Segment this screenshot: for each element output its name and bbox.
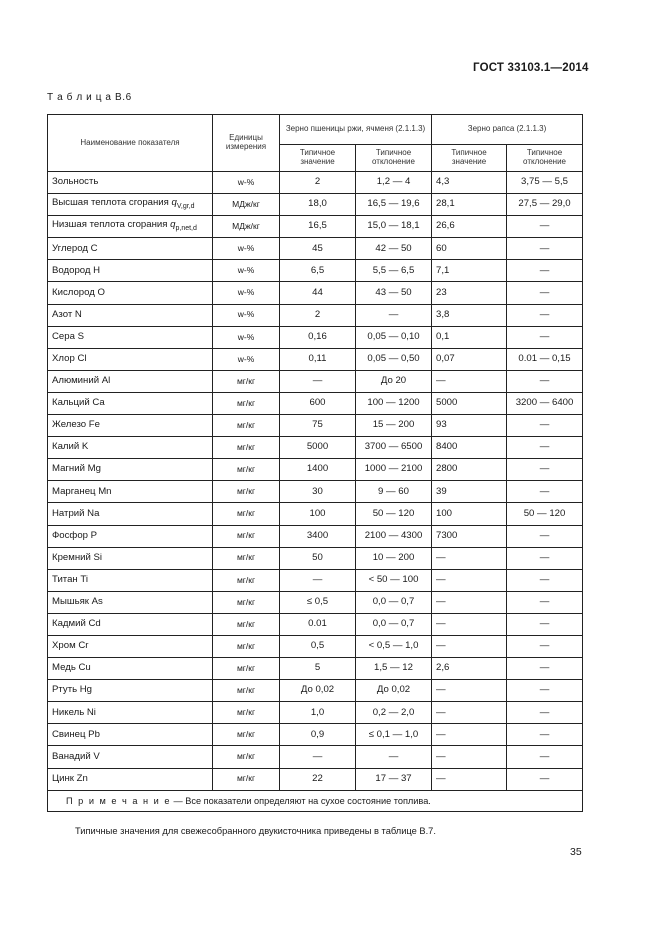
grain-deviation: 0,05 — 0,50 bbox=[356, 348, 432, 370]
table-row bbox=[48, 348, 583, 370]
rapeseed-typical: — bbox=[432, 591, 507, 613]
unit: мг/кг bbox=[213, 569, 280, 591]
grain-typical: 5000 bbox=[280, 437, 356, 459]
grain-typical: 0,9 bbox=[280, 724, 356, 746]
param-name bbox=[48, 569, 213, 591]
rapeseed-deviation: — bbox=[507, 326, 583, 348]
param-name bbox=[48, 680, 213, 702]
table-row bbox=[48, 768, 583, 790]
grain-deviation: 9 — 60 bbox=[356, 481, 432, 503]
grain-deviation: До 0,02 bbox=[356, 680, 432, 702]
param-name bbox=[48, 547, 213, 569]
param-name bbox=[48, 260, 213, 282]
table-caption: Т а б л и ц а В.6 bbox=[47, 92, 132, 103]
standard-number: ГОСТ 33103.1—2014 bbox=[473, 62, 589, 74]
grain-typical: 50 bbox=[280, 547, 356, 569]
grain-deviation: 100 — 1200 bbox=[356, 392, 432, 414]
rapeseed-deviation: 0.01 — 0,15 bbox=[507, 348, 583, 370]
grain-typical: 0.01 bbox=[280, 613, 356, 635]
rapeseed-typical: 23 bbox=[432, 282, 507, 304]
table-row bbox=[48, 304, 583, 326]
unit: мг/кг bbox=[213, 547, 280, 569]
param-name bbox=[48, 635, 213, 657]
rapeseed-deviation: — bbox=[507, 415, 583, 437]
grain-typical: 3400 bbox=[280, 525, 356, 547]
grain-deviation: — bbox=[356, 304, 432, 326]
param-symbol-subscript: p,net,d bbox=[175, 225, 197, 233]
rapeseed-typical: 3,8 bbox=[432, 304, 507, 326]
param-name bbox=[48, 724, 213, 746]
rapeseed-typical: 93 bbox=[432, 415, 507, 437]
rapeseed-typical: — bbox=[432, 680, 507, 702]
param-name bbox=[48, 525, 213, 547]
rapeseed-deviation: — bbox=[507, 547, 583, 569]
rapeseed-typical: — bbox=[432, 768, 507, 790]
note-label: П р и м е ч а н и е bbox=[66, 795, 171, 806]
unit: МДж/кг bbox=[213, 194, 280, 216]
table-row bbox=[48, 481, 583, 503]
table-row bbox=[48, 525, 583, 547]
grain-typical: 30 bbox=[280, 481, 356, 503]
grain-typical: 5 bbox=[280, 658, 356, 680]
unit: мг/кг bbox=[213, 437, 280, 459]
table-row bbox=[48, 415, 583, 437]
param-name-text: Кальций Ca bbox=[52, 397, 105, 409]
grain-typical: — bbox=[280, 370, 356, 392]
param-name bbox=[48, 282, 213, 304]
table-row bbox=[48, 260, 583, 282]
rapeseed-deviation: — bbox=[507, 216, 583, 238]
table-row bbox=[48, 613, 583, 635]
grain-deviation: — bbox=[356, 746, 432, 768]
rapeseed-deviation: — bbox=[507, 591, 583, 613]
grain-typical: 22 bbox=[280, 768, 356, 790]
param-name bbox=[48, 415, 213, 437]
grain-typical: 2 bbox=[280, 304, 356, 326]
table-row bbox=[48, 591, 583, 613]
param-name bbox=[48, 304, 213, 326]
grain-typical: 1,0 bbox=[280, 702, 356, 724]
grain-typical: 45 bbox=[280, 238, 356, 260]
param-name-text: Магний Mg bbox=[52, 463, 101, 475]
grain-typical: 18,0 bbox=[280, 194, 356, 216]
rapeseed-deviation: — bbox=[507, 746, 583, 768]
unit: мг/кг bbox=[213, 503, 280, 525]
rapeseed-deviation: — bbox=[507, 724, 583, 746]
param-name-text: Железо Fe bbox=[52, 419, 100, 431]
table-row bbox=[48, 547, 583, 569]
rapeseed-typical: 7300 bbox=[432, 525, 507, 547]
param-name bbox=[48, 503, 213, 525]
unit: мг/кг bbox=[213, 525, 280, 547]
header-typical: Типичное значение bbox=[432, 145, 507, 172]
param-symbol: q bbox=[170, 219, 176, 231]
rapeseed-deviation: 50 — 120 bbox=[507, 503, 583, 525]
header-group-grain: Зерно пшеницы ржи, ячменя (2.1.1.3) bbox=[280, 115, 432, 145]
grain-deviation: 42 — 50 bbox=[356, 238, 432, 260]
param-name bbox=[48, 658, 213, 680]
table-row bbox=[48, 282, 583, 304]
param-name bbox=[48, 481, 213, 503]
param-name-text: Натрий Na bbox=[52, 507, 100, 519]
unit: мг/кг bbox=[213, 591, 280, 613]
rapeseed-deviation: — bbox=[507, 569, 583, 591]
table-body bbox=[48, 172, 583, 791]
rapeseed-typical: 8400 bbox=[432, 437, 507, 459]
rapeseed-deviation: — bbox=[507, 658, 583, 680]
param-name-text: Хром Cr bbox=[52, 640, 89, 652]
grain-deviation: 5,5 — 6,5 bbox=[356, 260, 432, 282]
param-symbol-subscript: V,gr,d bbox=[176, 203, 195, 211]
rapeseed-deviation: — bbox=[507, 459, 583, 481]
unit: мг/кг bbox=[213, 415, 280, 437]
unit: w-% bbox=[213, 238, 280, 260]
rapeseed-deviation: — bbox=[507, 260, 583, 282]
param-name bbox=[48, 437, 213, 459]
unit: мг/кг bbox=[213, 658, 280, 680]
rapeseed-deviation: 3200 — 6400 bbox=[507, 392, 583, 414]
grain-deviation: 15 — 200 bbox=[356, 415, 432, 437]
grain-deviation: 15,0 — 18,1 bbox=[356, 216, 432, 238]
param-name bbox=[48, 702, 213, 724]
unit: w-% bbox=[213, 326, 280, 348]
rapeseed-deviation: — bbox=[507, 437, 583, 459]
rapeseed-deviation: — bbox=[507, 613, 583, 635]
grain-typical: 16,5 bbox=[280, 216, 356, 238]
unit: мг/кг bbox=[213, 459, 280, 481]
param-name bbox=[48, 238, 213, 260]
rapeseed-deviation: — bbox=[507, 282, 583, 304]
param-name-text: Мышьяк As bbox=[52, 596, 103, 608]
grain-typical: 100 bbox=[280, 503, 356, 525]
grain-typical: До 0,02 bbox=[280, 680, 356, 702]
rapeseed-deviation: — bbox=[507, 481, 583, 503]
rapeseed-deviation: 3,75 — 5,5 bbox=[507, 172, 583, 194]
grain-typical: — bbox=[280, 746, 356, 768]
param-name-text: Медь Cu bbox=[52, 662, 91, 674]
unit: мг/кг bbox=[213, 724, 280, 746]
param-name-text: Азот N bbox=[52, 308, 82, 320]
grain-deviation: 1000 — 2100 bbox=[356, 459, 432, 481]
unit: w-% bbox=[213, 304, 280, 326]
unit: мг/кг bbox=[213, 613, 280, 635]
grain-deviation: 2100 — 4300 bbox=[356, 525, 432, 547]
table-row bbox=[48, 746, 583, 768]
param-name-text: Свинец Pb bbox=[52, 728, 100, 740]
param-name-text: Сера S bbox=[52, 330, 84, 342]
rapeseed-typical: 2,6 bbox=[432, 658, 507, 680]
unit: w-% bbox=[213, 172, 280, 194]
header-deviation: Типичное отклонение bbox=[507, 145, 583, 172]
param-name-text: Марганец Mn bbox=[52, 485, 112, 497]
grain-typical: 0,5 bbox=[280, 635, 356, 657]
grain-typical: 44 bbox=[280, 282, 356, 304]
param-name-text: Кислород O bbox=[52, 286, 105, 298]
grain-deviation: ≤ 0,1 — 1,0 bbox=[356, 724, 432, 746]
rapeseed-typical: 0,07 bbox=[432, 348, 507, 370]
unit: мг/кг bbox=[213, 768, 280, 790]
rapeseed-deviation: — bbox=[507, 304, 583, 326]
param-name-text: Фосфор P bbox=[52, 529, 98, 541]
grain-deviation: 0,0 — 0,7 bbox=[356, 613, 432, 635]
grain-typical: ≤ 0,5 bbox=[280, 591, 356, 613]
param-name-text: Хлор Cl bbox=[52, 353, 87, 365]
param-name-text: Высшая теплота сгорания bbox=[52, 197, 169, 209]
grain-deviation: 17 — 37 bbox=[356, 768, 432, 790]
rapeseed-typical: — bbox=[432, 635, 507, 657]
unit: мг/кг bbox=[213, 635, 280, 657]
param-name bbox=[48, 392, 213, 414]
grain-typical: 0,11 bbox=[280, 348, 356, 370]
table-row bbox=[48, 326, 583, 348]
param-name bbox=[48, 459, 213, 481]
table-row bbox=[48, 370, 583, 392]
param-name bbox=[48, 348, 213, 370]
param-name-text: Алюминий Al bbox=[52, 375, 111, 387]
rapeseed-typical: — bbox=[432, 746, 507, 768]
table-row bbox=[48, 680, 583, 702]
rapeseed-deviation: — bbox=[507, 702, 583, 724]
param-name-text: Калий K bbox=[52, 441, 89, 453]
rapeseed-deviation: 27,5 — 29,0 bbox=[507, 194, 583, 216]
param-name bbox=[48, 613, 213, 635]
param-name bbox=[48, 216, 213, 238]
unit: мг/кг bbox=[213, 481, 280, 503]
param-name-text: Ванадий V bbox=[52, 750, 100, 762]
rapeseed-typical: 39 bbox=[432, 481, 507, 503]
grain-typical: — bbox=[280, 569, 356, 591]
unit: мг/кг bbox=[213, 702, 280, 724]
page-number: 35 bbox=[570, 846, 582, 858]
param-name-text: Водород H bbox=[52, 264, 101, 276]
unit: мг/кг bbox=[213, 370, 280, 392]
unit: w-% bbox=[213, 282, 280, 304]
grain-typical: 75 bbox=[280, 415, 356, 437]
after-table-text: Типичные значения для свежесобранного двукисточника приведены в таблице В.7. bbox=[75, 826, 436, 836]
rapeseed-typical: 5000 bbox=[432, 392, 507, 414]
rapeseed-typical: — bbox=[432, 724, 507, 746]
table-row bbox=[48, 569, 583, 591]
grain-deviation: 1,5 — 12 bbox=[356, 658, 432, 680]
rapeseed-typical: 7,1 bbox=[432, 260, 507, 282]
rapeseed-typical: — bbox=[432, 547, 507, 569]
header-deviation: Типичное отклонение bbox=[356, 145, 432, 172]
grain-typical: 1400 bbox=[280, 459, 356, 481]
rapeseed-typical: — bbox=[432, 370, 507, 392]
grain-deviation: < 0,5 — 1,0 bbox=[356, 635, 432, 657]
param-name-text: Титан Ti bbox=[52, 573, 89, 585]
grain-deviation: 43 — 50 bbox=[356, 282, 432, 304]
unit: мг/кг bbox=[213, 392, 280, 414]
param-name-text: Никель Ni bbox=[52, 706, 96, 718]
rapeseed-typical: 26,6 bbox=[432, 216, 507, 238]
table-row bbox=[48, 194, 583, 216]
param-name-text: Кремний Si bbox=[52, 551, 103, 563]
param-name-text: Ртуть Hg bbox=[52, 684, 93, 696]
rapeseed-typical: 0,1 bbox=[432, 326, 507, 348]
param-name bbox=[48, 746, 213, 768]
param-name-text: Цинк Zn bbox=[52, 772, 88, 784]
header-parameter: Наименование показателя bbox=[48, 115, 213, 172]
table-row bbox=[48, 724, 583, 746]
rapeseed-typical: 4,3 bbox=[432, 172, 507, 194]
note-text: — Все показатели определяют на сухое состояние топлива. bbox=[173, 795, 431, 806]
grain-typical: 2 bbox=[280, 172, 356, 194]
param-name-text: Кадмий Cd bbox=[52, 618, 101, 630]
rapeseed-typical: — bbox=[432, 613, 507, 635]
rapeseed-deviation: — bbox=[507, 680, 583, 702]
param-name bbox=[48, 172, 213, 194]
table-row bbox=[48, 437, 583, 459]
param-name-text: Зольность bbox=[52, 176, 99, 188]
param-name bbox=[48, 768, 213, 790]
header-typical: Типичное значение bbox=[280, 145, 356, 172]
table-row bbox=[48, 216, 583, 238]
table-row bbox=[48, 392, 583, 414]
table-row bbox=[48, 658, 583, 680]
grain-deviation: 10 — 200 bbox=[356, 547, 432, 569]
grain-deviation: 16,5 — 19,6 bbox=[356, 194, 432, 216]
rapeseed-typical: 2800 bbox=[432, 459, 507, 481]
rapeseed-deviation: — bbox=[507, 238, 583, 260]
header-group-rapeseed: Зерно рапса (2.1.1.3) bbox=[432, 115, 583, 145]
rapeseed-deviation: — bbox=[507, 370, 583, 392]
rapeseed-typical: — bbox=[432, 702, 507, 724]
grain-deviation: < 50 — 100 bbox=[356, 569, 432, 591]
grain-deviation: 0,05 — 0,10 bbox=[356, 326, 432, 348]
grain-deviation: 0,0 — 0,7 bbox=[356, 591, 432, 613]
table-note bbox=[48, 790, 583, 811]
grain-deviation: 1,2 — 4 bbox=[356, 172, 432, 194]
unit: мг/кг bbox=[213, 680, 280, 702]
table-row bbox=[48, 702, 583, 724]
grain-typical: 0,16 bbox=[280, 326, 356, 348]
param-name bbox=[48, 591, 213, 613]
table-row bbox=[48, 172, 583, 194]
rapeseed-deviation: — bbox=[507, 635, 583, 657]
param-name bbox=[48, 326, 213, 348]
grain-deviation: 3700 — 6500 bbox=[356, 437, 432, 459]
table-row bbox=[48, 459, 583, 481]
unit: мг/кг bbox=[213, 746, 280, 768]
table-row bbox=[48, 503, 583, 525]
properties-table bbox=[47, 114, 583, 812]
rapeseed-typical: 100 bbox=[432, 503, 507, 525]
header-unit: Единицы измерения bbox=[213, 115, 280, 172]
grain-typical: 6,5 bbox=[280, 260, 356, 282]
grain-deviation: 0,2 — 2,0 bbox=[356, 702, 432, 724]
rapeseed-typical: 28,1 bbox=[432, 194, 507, 216]
unit: МДж/кг bbox=[213, 216, 280, 238]
param-symbol: q bbox=[171, 197, 177, 209]
rapeseed-deviation: — bbox=[507, 525, 583, 547]
table-row bbox=[48, 635, 583, 657]
param-name bbox=[48, 194, 213, 216]
grain-typical: 600 bbox=[280, 392, 356, 414]
rapeseed-typical: — bbox=[432, 569, 507, 591]
param-name bbox=[48, 370, 213, 392]
grain-deviation: До 20 bbox=[356, 370, 432, 392]
param-name-text: Низшая теплота сгорания bbox=[52, 219, 168, 231]
table-row bbox=[48, 238, 583, 260]
unit: w-% bbox=[213, 260, 280, 282]
param-name-text: Углерод C bbox=[52, 242, 98, 254]
rapeseed-typical: 60 bbox=[432, 238, 507, 260]
unit: w-% bbox=[213, 348, 280, 370]
rapeseed-deviation: — bbox=[507, 768, 583, 790]
grain-deviation: 50 — 120 bbox=[356, 503, 432, 525]
